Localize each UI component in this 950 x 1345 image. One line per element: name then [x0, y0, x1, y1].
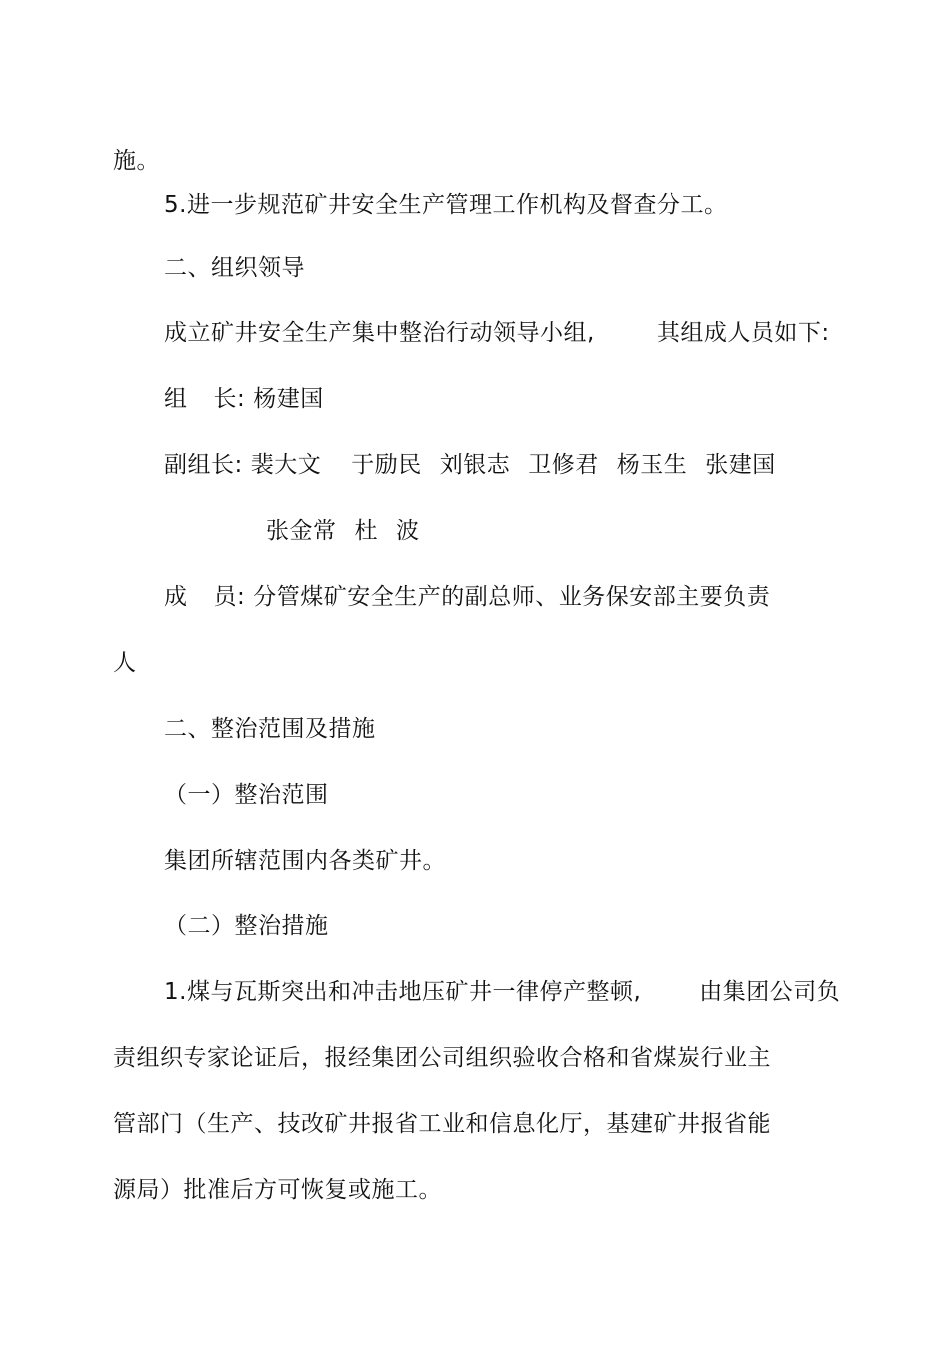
line-text: 人: [113, 650, 137, 676]
subsection-heading: [164, 911, 329, 941]
member-name: 裴大文: [250, 452, 322, 478]
member-row: [164, 582, 770, 612]
text-line: [113, 1043, 771, 1073]
role-label: 组: [164, 386, 188, 412]
member-name: 杜: [354, 518, 378, 544]
line-text: 集团所辖范围内各类矿井。: [164, 848, 446, 874]
heading-text: 二、整治范围及措施: [164, 716, 376, 742]
member-row: [164, 450, 776, 480]
role-label: 员:: [213, 584, 246, 610]
line-text: 其组成人员如下:: [656, 320, 830, 346]
line-text: 管部门（生产、技改矿井报省工业和信息化厅，基建矿井报省能: [113, 1111, 771, 1137]
text-line: [164, 977, 840, 1007]
line-text: 源局）批准后方可恢复或施工。: [113, 1177, 442, 1203]
heading-text: （一）整治范围: [164, 782, 329, 808]
text-line: [164, 846, 446, 876]
section-heading: [164, 253, 305, 283]
member-name: 张金常: [266, 518, 337, 544]
line-text: 成立矿井安全生产集中整治行动领导小组,: [164, 320, 595, 346]
line-text: 5.进一步规范矿井安全生产管理工作机构及督查分工。: [164, 192, 728, 218]
line-text: 1.煤与瓦斯突出和冲击地压矿井一律停产整顿,: [164, 979, 642, 1005]
member-name: 于励民: [351, 452, 422, 478]
member-row: [164, 384, 324, 414]
member-name: 杨建国: [253, 386, 324, 412]
role-label: 成: [164, 584, 188, 610]
line-text: 责组织专家论证后，报经集团公司组织验收合格和省煤炭行业主: [113, 1045, 771, 1071]
heading-text: 二、组织领导: [164, 255, 305, 281]
text-line: [113, 146, 160, 176]
member-name: 波: [396, 518, 420, 544]
section-heading: [164, 714, 376, 744]
member-name: 张建国: [705, 452, 776, 478]
text-line: [164, 318, 830, 348]
member-name: 刘银志: [439, 452, 511, 478]
text-line: [113, 1109, 771, 1139]
member-desc: 分管煤矿安全生产的副总师、业务保安部主要负责: [253, 584, 771, 610]
member-name: 杨玉生: [616, 452, 688, 478]
text-line: [113, 648, 137, 678]
member-name: 卫修君: [528, 452, 599, 478]
heading-text: （二）整治措施: [164, 913, 329, 939]
member-row: [266, 516, 420, 546]
text-line: [164, 190, 727, 220]
line-text: 施。: [113, 148, 160, 174]
line-text: 由集团公司负: [699, 979, 841, 1005]
subsection-heading: [164, 780, 329, 810]
text-line: [113, 1175, 442, 1205]
role-label: 副组长:: [164, 452, 243, 478]
role-label: 长:: [213, 386, 246, 412]
